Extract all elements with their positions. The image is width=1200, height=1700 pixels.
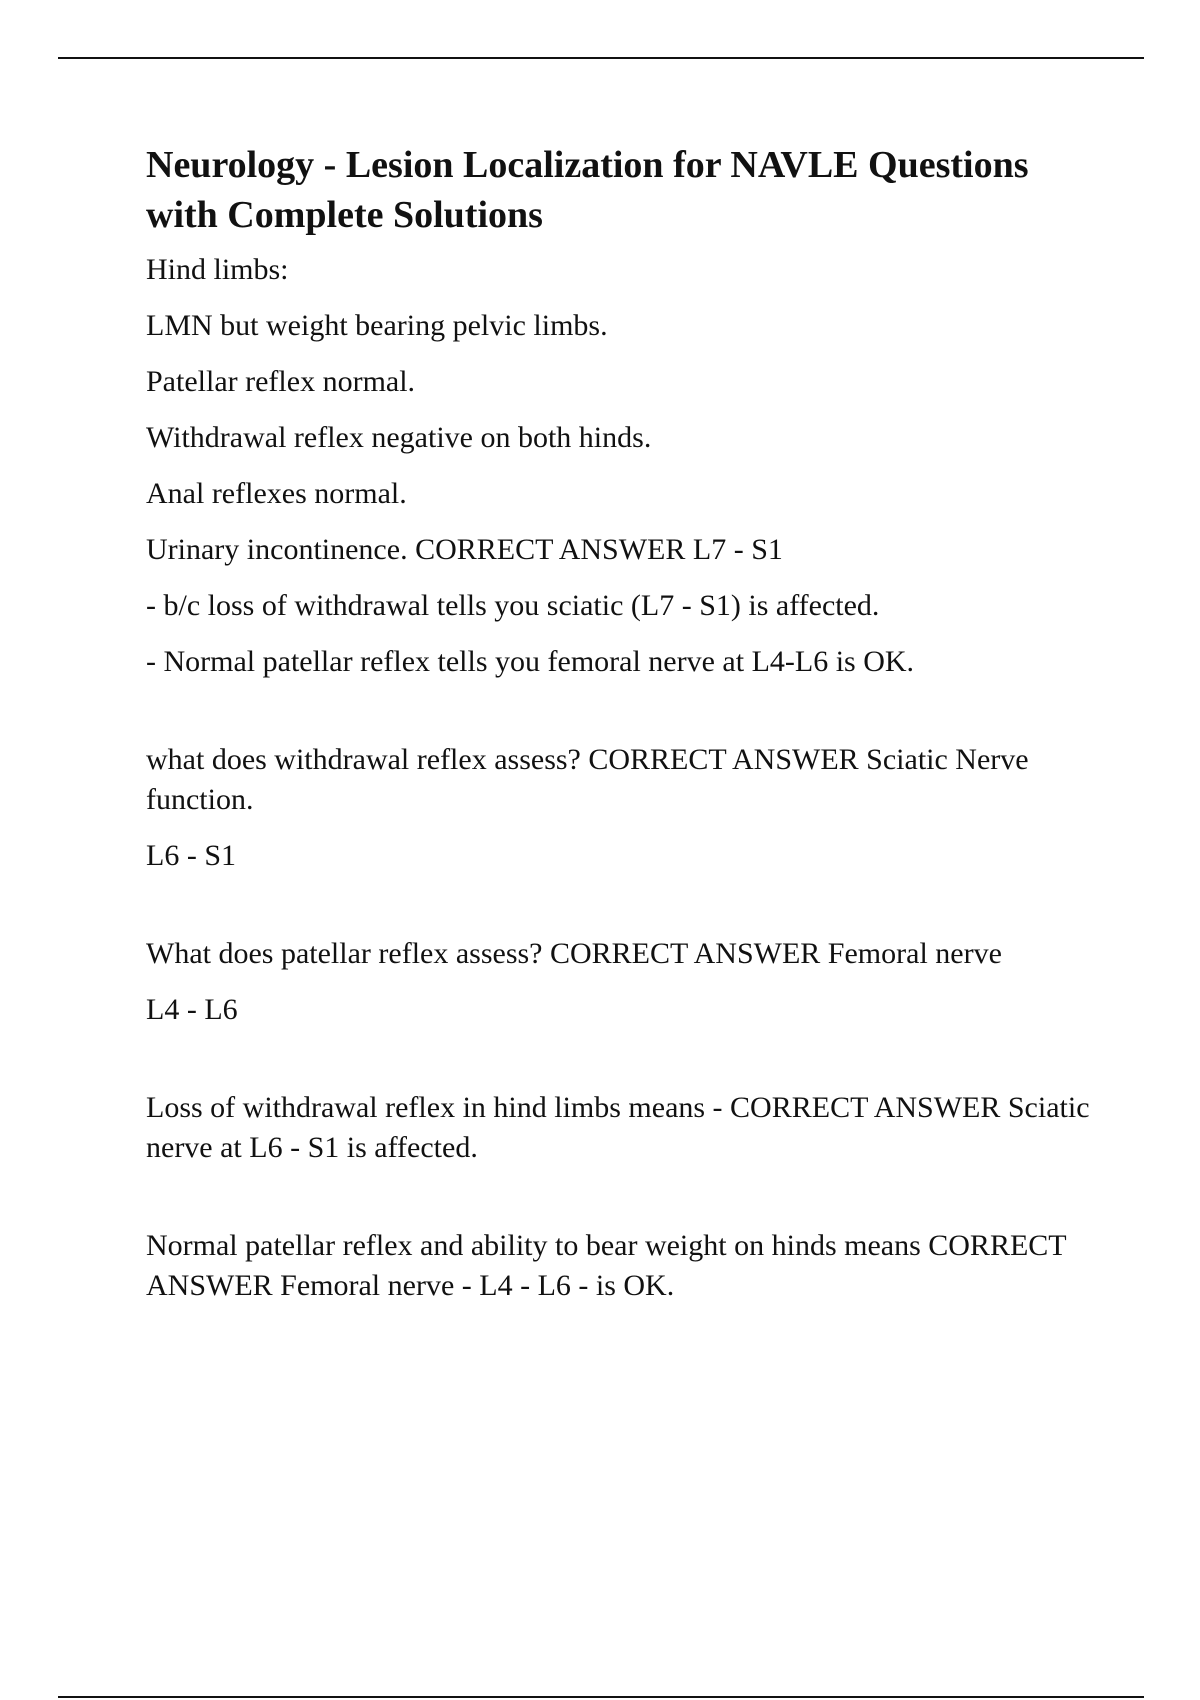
intro-block — [146, 250, 1106, 682]
qa-question: Loss of withdrawal reflex in hind limbs means - CORRECT ANSWER Sciatic nerve at L6 - S1 is affected. — [146, 1091, 1090, 1164]
qa-extra: L6 - S1 — [146, 839, 236, 872]
qa-question: Normal patellar reflex and ability to bear weight on hinds means CORRECT ANSWER Femoral nerve - L4 - L6 - is OK. — [146, 1229, 1067, 1302]
intro-line: - b/c loss of withdrawal tells you sciatic (L7 - S1) is affected. — [146, 589, 880, 622]
qa-item-patellar — [146, 934, 1106, 1030]
intro-line: Hind limbs: — [146, 253, 289, 286]
intro-line: - Normal patellar reflex tells you femoral nerve at L4-L6 is OK. — [146, 645, 915, 678]
document-title: Neurology - Lesion Localization for NAVLE Questions with Complete Solutions — [146, 144, 1029, 236]
qa-extra: L4 - L6 — [146, 993, 238, 1026]
top-rule — [58, 57, 1144, 59]
intro-line: LMN but weight bearing pelvic limbs. — [146, 309, 608, 342]
qa-item-withdrawal — [146, 740, 1106, 876]
intro-line: Patellar reflex normal. — [146, 365, 416, 398]
qa-question: what does withdrawal reflex assess? CORRECT ANSWER Sciatic Nerve function. — [146, 743, 1029, 816]
bottom-rule — [58, 1696, 1144, 1698]
qa-item-loss-withdrawal — [146, 1088, 1106, 1168]
intro-line: Anal reflexes normal. — [146, 477, 407, 510]
intro-line: Urinary incontinence. CORRECT ANSWER L7 - S1 — [146, 533, 783, 566]
qa-item-normal-patellar — [146, 1226, 1106, 1306]
qa-question: What does patellar reflex assess? CORRECT ANSWER Femoral nerve — [146, 937, 1002, 970]
document-body — [146, 140, 1106, 1306]
intro-line: Withdrawal reflex negative on both hinds. — [146, 421, 652, 454]
